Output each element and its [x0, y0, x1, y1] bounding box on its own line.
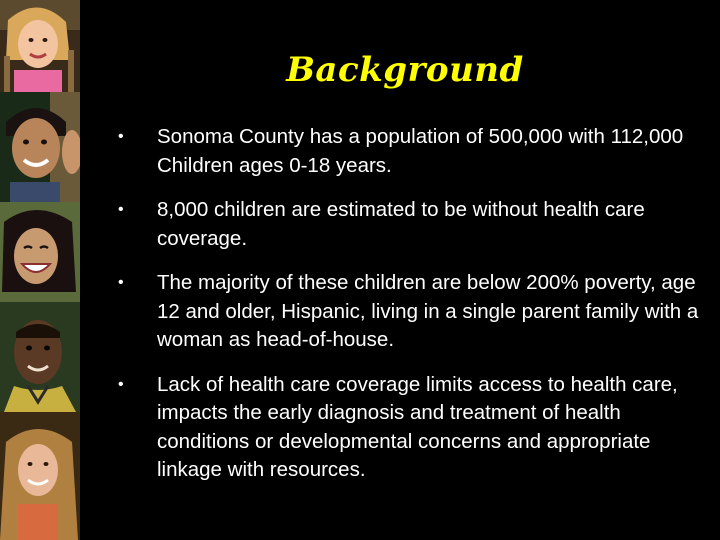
bullet-text: 8,000 children are estimated to be without health care coverage.: [157, 198, 645, 250]
bullet-item: [110, 196, 700, 253]
bullet-text: Lack of health care coverage limits access to health care, impacts the early diagnosis and treatment of health conditions or developmental concerns and appropriate linkage with resources.: [157, 372, 678, 481]
bullet-dot-icon: •: [118, 201, 124, 218]
bullet-dot-icon: •: [118, 128, 124, 145]
bullet-item: [110, 123, 700, 180]
child-photo-teen-boy: [0, 302, 80, 412]
bullet-dot-icon: •: [118, 274, 124, 291]
bullet-dot-icon: •: [118, 375, 124, 393]
child-photo-smiling-girl: [0, 202, 80, 302]
bullet-text: The majority of these children are below 200% poverty, age 12 and older, Hispanic, living in a single parent family with a woman as head-of-house.: [157, 271, 699, 351]
slide-title: Background: [286, 50, 524, 90]
child-photo-teen-girl: [0, 412, 80, 540]
bullet-list: [110, 123, 700, 501]
child-photo-boy: [0, 92, 80, 202]
bullet-text: Sonoma County has a population of 500,000 with 112,000 Children ages 0-18 years.: [157, 125, 684, 177]
bullet-item: [110, 269, 700, 355]
bullet-item: [110, 371, 700, 485]
